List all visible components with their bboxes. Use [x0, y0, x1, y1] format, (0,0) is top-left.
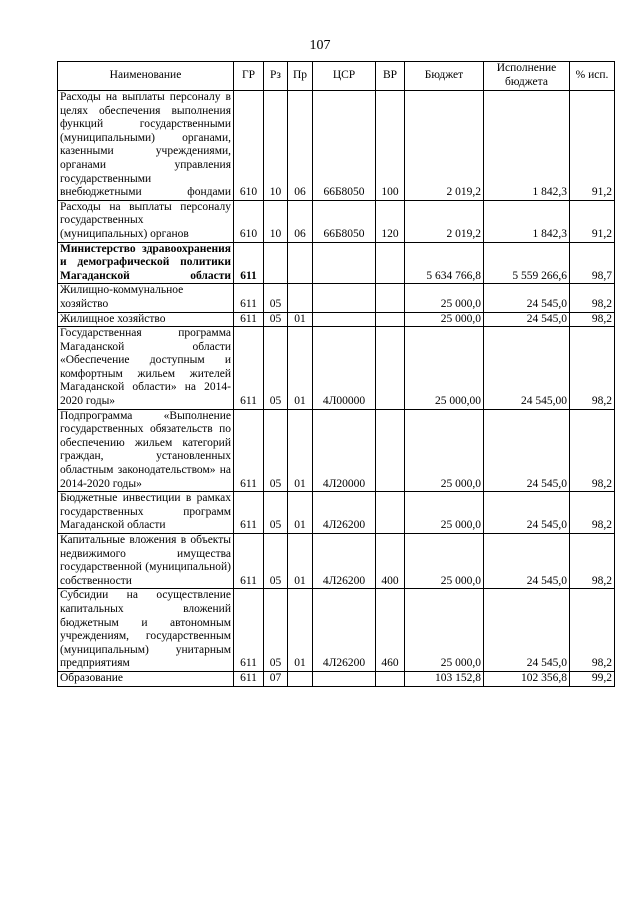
row-budget: 5 634 766,8	[405, 242, 484, 284]
header-gr: ГР	[234, 62, 264, 91]
row-name: Расходы на выплаты персоналу государственных (муниципальных) органов	[58, 200, 234, 242]
page-number: 107	[309, 38, 331, 53]
table-row	[58, 91, 615, 201]
row-gr: 611	[234, 327, 264, 410]
row-name: Капитальные вложения в объекты недвижимого имущества государственной (муниципальной) собственности	[58, 534, 234, 589]
row-budget: 103 152,8	[405, 671, 484, 686]
row-gr: 611	[234, 492, 264, 534]
row-rz	[264, 242, 288, 284]
table-row	[58, 312, 615, 327]
row-csr: 4Л26200	[313, 589, 376, 672]
row-rz: 05	[264, 312, 288, 327]
row-execution: 24 545,00	[484, 327, 570, 410]
header-csr: ЦСР	[313, 62, 376, 91]
row-budget: 25 000,0	[405, 534, 484, 589]
row-vr: 120	[376, 200, 405, 242]
row-percent: 98,7	[570, 242, 615, 284]
row-percent: 98,2	[570, 312, 615, 327]
header-execution: Исполнение бюджета	[484, 62, 570, 91]
header-vr: ВР	[376, 62, 405, 91]
row-csr: 4Л00000	[313, 327, 376, 410]
row-csr	[313, 312, 376, 327]
row-pr: 01	[288, 312, 313, 327]
row-execution: 24 545,0	[484, 409, 570, 492]
row-percent: 98,2	[570, 284, 615, 312]
row-name: Образование	[58, 671, 234, 686]
row-rz: 05	[264, 492, 288, 534]
row-csr: 4Л26200	[313, 492, 376, 534]
row-csr: 4Л26200	[313, 534, 376, 589]
row-pr: 01	[288, 534, 313, 589]
row-budget: 25 000,0	[405, 409, 484, 492]
row-gr: 611	[234, 409, 264, 492]
row-pr	[288, 284, 313, 312]
row-gr: 611	[234, 589, 264, 672]
row-execution: 24 545,0	[484, 589, 570, 672]
row-budget: 25 000,0	[405, 589, 484, 672]
row-budget: 2 019,2	[405, 200, 484, 242]
header-rz: Рз	[264, 62, 288, 91]
row-percent: 98,2	[570, 409, 615, 492]
row-execution: 24 545,0	[484, 312, 570, 327]
row-name: Бюджетные инвестиции в рамках государственных программ Магаданской области	[58, 492, 234, 534]
row-vr: 400	[376, 534, 405, 589]
row-gr: 611	[234, 242, 264, 284]
row-name: Расходы на выплаты персоналу в целях обеспечения выполнения функций государственными (муниципальными) органами, казенными учреждениями, органами управления государственными внебюджетными фондами	[58, 91, 234, 201]
row-budget: 25 000,0	[405, 284, 484, 312]
row-execution: 24 545,0	[484, 534, 570, 589]
table-row	[58, 200, 615, 242]
row-vr	[376, 312, 405, 327]
row-execution: 102 356,8	[484, 671, 570, 686]
row-name: Субсидии на осуществление капитальных вложений бюджетным и автономным учреждениям, государственным (муниципальным) унитарным предприятиям	[58, 589, 234, 672]
row-csr: 66Б8050	[313, 200, 376, 242]
table-row	[58, 671, 615, 686]
table-row	[58, 492, 615, 534]
row-rz: 07	[264, 671, 288, 686]
row-execution: 24 545,0	[484, 284, 570, 312]
row-csr: 66Б8050	[313, 91, 376, 201]
header-budget: Бюджет	[405, 62, 484, 91]
row-rz: 10	[264, 200, 288, 242]
row-vr: 100	[376, 91, 405, 201]
row-gr: 611	[234, 534, 264, 589]
header-pr: Пр	[288, 62, 313, 91]
row-vr	[376, 492, 405, 534]
table-row	[58, 284, 615, 312]
row-csr	[313, 242, 376, 284]
row-rz: 05	[264, 589, 288, 672]
row-vr	[376, 284, 405, 312]
row-csr: 4Л20000	[313, 409, 376, 492]
row-pr	[288, 242, 313, 284]
row-vr	[376, 671, 405, 686]
row-budget: 25 000,00	[405, 327, 484, 410]
row-pr: 06	[288, 200, 313, 242]
row-pr: 01	[288, 409, 313, 492]
table-row	[58, 589, 615, 672]
row-name: Министерство здравоохранения и демографической политики Магаданской области	[58, 242, 234, 284]
row-name: Жилищное хозяйство	[58, 312, 234, 327]
row-csr	[313, 284, 376, 312]
row-budget: 25 000,0	[405, 312, 484, 327]
row-execution: 1 842,3	[484, 91, 570, 201]
table-row	[58, 327, 615, 410]
row-rz: 05	[264, 284, 288, 312]
row-gr: 610	[234, 200, 264, 242]
row-rz: 05	[264, 534, 288, 589]
table-row	[58, 409, 615, 492]
row-execution: 24 545,0	[484, 492, 570, 534]
header-name: Наименование	[58, 62, 234, 91]
row-percent: 98,2	[570, 589, 615, 672]
row-vr	[376, 327, 405, 410]
row-name: Государственная программа Магаданской области «Обеспечение доступным и комфортным жильем жителей Магаданской области» на 2014-2020 годы»	[58, 327, 234, 410]
row-pr: 01	[288, 589, 313, 672]
table-header-row	[58, 62, 615, 91]
table-row	[58, 534, 615, 589]
row-gr: 611	[234, 312, 264, 327]
row-percent: 98,2	[570, 492, 615, 534]
row-percent: 91,2	[570, 91, 615, 201]
row-name: Подпрограмма «Выполнение государственных обязательств по обеспечению жильем категорий граждан, установленных областным законодательством» на 2014-2020 годы»	[58, 409, 234, 492]
row-pr	[288, 671, 313, 686]
row-pr: 06	[288, 91, 313, 201]
row-budget: 25 000,0	[405, 492, 484, 534]
row-name: Жилищно-коммунальное хозяйство	[58, 284, 234, 312]
row-pr: 01	[288, 492, 313, 534]
row-rz: 05	[264, 409, 288, 492]
table-row	[58, 242, 615, 284]
row-budget: 2 019,2	[405, 91, 484, 201]
row-execution: 1 842,3	[484, 200, 570, 242]
row-percent: 91,2	[570, 200, 615, 242]
row-pr: 01	[288, 327, 313, 410]
row-percent: 98,2	[570, 327, 615, 410]
row-vr	[376, 242, 405, 284]
row-vr: 460	[376, 589, 405, 672]
row-gr: 610	[234, 91, 264, 201]
row-rz: 05	[264, 327, 288, 410]
header-percent: % исп.	[570, 62, 615, 91]
row-percent: 99,2	[570, 671, 615, 686]
row-execution: 5 559 266,6	[484, 242, 570, 284]
row-vr	[376, 409, 405, 492]
row-gr: 611	[234, 284, 264, 312]
row-percent: 98,2	[570, 534, 615, 589]
row-gr: 611	[234, 671, 264, 686]
row-csr	[313, 671, 376, 686]
row-rz: 10	[264, 91, 288, 201]
budget-table	[57, 61, 615, 687]
